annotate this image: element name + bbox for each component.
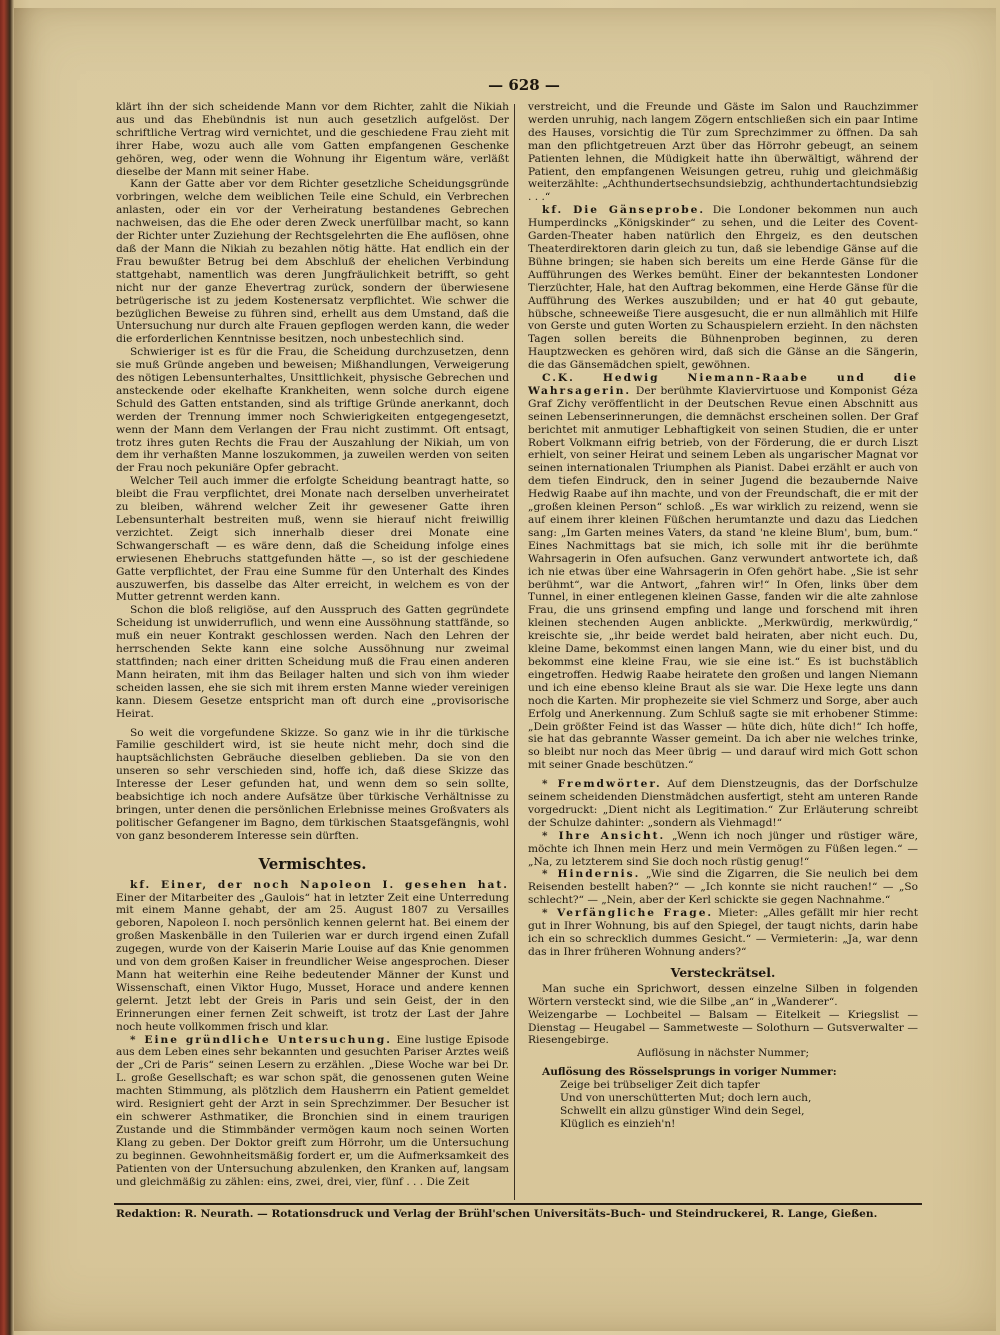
solution-line: Schwellt ein allzu günstiger Wind dein Segel, [560,1104,805,1117]
section-heading: Vermischtes. [258,854,367,873]
article-text: Der berühmte Klaviervirtuose und Komponist Géza Graf Zichy veröffentlicht in der Deutschen Revue einen Abschnitt aus seinen Lebenserinnerungen, die demnächst erscheinen sollen. Der Graf berichtet mit anmutiger Lebhaftigkeit von seinen Studien, die er unter Robert Volkmann eifrig betrieb, von der Förderung, die er durch Liszt erhielt, von seiner Heirat und seinem Leben als ungarischer Magnat vor seinen internationalen Triumphen als Pianist. Dabei erzählt er auch von dem tiefen Eindruck, den in seiner Jugend die bezaubernde Naive Hedwig Raabe auf ihn machte, und von der Freundschaft, die er mit der „großen kleinen Person“ schloß. „Es war wirklich zu reizend, wenn sie auf einem ihrer kleinen Füßchen herumtanzte und dazu das Liedchen sang: „Im Garten meines Vaters, da stand 'ne kleine Blum', bum, bum.“ Eines Nachmittags bat sie mich, ich solle mit ihr die berühmte Wahrsagerin in Ofen aufsuchen. Ganz verwundert antwortete ich, daß ich nie etwas über eine Wahrsagerin in Ofen gehört habe. „Sie ist sehr berühmt“, war die Antwort, „fahren wir!“ In Ofen, links über dem Tunnel, in einer entlegenen kleinen Gasse, fanden wir die alte zahnlose Frau, die uns grinsend empfing und lange und forschend mit ihren kleinen stechenden Augen anblickte. „Merkwürdig, merkwürdig,“ kreischte sie, „ihr beide werdet bald heiraten, aber nicht euch. Du, kleine Dame, bekommst einen langen Mann, wie du einer bist, und du bekommst eine kleine Frau, wie sie eine ist.“ Es ist buchstäblich eingetroffen. Hedwig Raabe heiratete den großen und langen Niemann und ich eine ebenso kleine Braut als sie war. Die Hexe legte uns dann noch die Karten. Mir prophezeite sie viel Schmerz und Sorge, aber auch Erfolg und Anerkennung. Zum Schluß sagte sie mit erhobener Stimme: „Dein größter Feind ist das Wasser — hüte dich, hüte dich!“ Ich hoffe, sie hat das gebrannte Wasser gemeint. Da ich aber nie welches trinke, so bleibt nur noch das Meer übrig — und darauf wird mich Gott schon mit seiner Gnade beschützen.“ [528,384,918,772]
puzzle-intro: Man suche ein Sprichwort, dessen einzelne Silben in folgenden Wörtern versteckt sind, wie die Silbe „an“ in „Wanderer“. [528,982,918,1008]
paragraph: klärt ihn der sich scheidende Mann vor dem Richter, zahlt die Nikiah aus und das Ehebündnis ist nun auch gesetzlich aufgelöst. Der schriftliche Vertrag wird vernichtet, und die geschiedene Frau zieht mit ihrer Habe, wozu auch alle vom Gatten empfangenen Geschenke gehören, weg, oder wenn die Wohnung ihr Eigentum wäre, verläßt dieselbe der Mann mit seiner Habe. [116,101,509,178]
article-text: Einer der Mitarbeiter des „Gaulois“ hat in letzter Zeit eine Unterredung mit einem Manne gehabt, der am 25. August 1807 zu Versailles geboren, Napoleon I. noch persönlich kennen gelernt hat. Bei einem der großen Maskenbälle in den Tuilerien war er durch irgend einen Zufall zugegen, wurde von der Kaiserin Marie Louise auf das Knie genommen und von dem großen Kaiser in freundlicher Weise angesprochen. Dieser Mann hat weiterhin eine Reihe bedeutender Männer der Kunst und Wissenschaft, einen Viktor Hugo, Musset, Horace und andere kennen gelernt. Jetzt lebt der Greis in Paris und sein Geist, der in den Erinnerungen einer fernen Zeit schweift, ist trotz der Last der Jahre noch heute vollkommen frisch und klar. [116,891,509,1033]
article-ansicht [528,830,918,869]
paragraph: Kann der Gatte aber vor dem Richter gesetzliche Scheidungsgründe vorbringen, welche dem weiblichen Teile eine Schuld, ein Verbrechen anlasten, oder ein vor der Verheiratung bestandenes Gebrechen nachweisen, das die Ehe oder deren Zweck unerfüllbar macht, so kann der Richter unter Zuziehung der Rechtsgelehrten die Ehe auflösen, ohne daß der Mann die Nikiah zu bezahlen nötig hätte. Hat endlich ein der Frau bewußter Betrug bei dem Abschluß der ehelichen Verbindung stattgehabt, namentlich was deren Jungfräulichkeit betrifft, so geht nicht nur der ganze Ehevertrag zurück, sondern der überwiesene betrügerische ist zu jedem Kostenersatz verpflichtet. Wie schwer die bezüglichen Beweise zu führen sind, erhellt aus dem Umstand, daß die Untersuchung nur durch alte Frauen gepflogen werden kann, die weder die erforderlichen Kenntnisse besitzen, noch unbestechlich sind. [116,178,509,346]
column-divider [514,104,515,1200]
paragraph: Schwieriger ist es für die Frau, die Scheidung durchzusetzen, denn sie muß Gründe angeben und beweisen; Mißhandlungen, Verweigerung des nötigen Lebensunterhaltes, Unsittlichkeit, physische Gebrechen und ansteckende oder ekelhafte Krankheiten, wenn solche durch eigene Schuld des Gatten entstanden, sind als triftige Gründe anerkannt, doch werden der Trennung immer noch Schwierigkeiten entgegengesetzt, wenn der Mann dem Verlangen der Frau nicht zustimmt. Oft entsagt, trotz ihres guten Rechts die Frau der Auszahlung der Nikiah, um von dem ihr verhaßten Manne loszukommen, ja zuweilen werden von seiten der Frau noch pekuniäre Opfer gebracht. [116,346,509,475]
article-frage [528,907,918,959]
article-untersuchung [116,1034,509,1189]
article-text: Mieter: „Alles gefällt mir hier recht gut in Ihrer Wohnung, bis auf den Spiegel, der taugt nichts, darin habe ich ein so schrecklich dummes Gesicht.“ — Vermieterin: „Ja, war denn das in Ihrer früheren Wohnung anders?“ [528,907,918,958]
article-lead: kf. Die Gänseprobe. [542,204,706,217]
article-lead: * Eine gründliche Untersuchung. [130,1033,392,1046]
paragraph: Welcher Teil auch immer die erfolgte Scheidung beantragt hatte, so bleibt die Frau verpflichtet, drei Monate nach derselben unverheiratet zu bleiben, während welcher Zeit ihr gewesener Gatte ihren Lebensunterhalt bestreiten muß, wenn sie hierauf nicht freiwillig verzichtet. Zeigt sich innerhalb dieser drei Monate eine Schwangerschaft — es wäre denn, daß die Scheidung infolge eines erwiesenen Ehebruchs stattgefunden hätte —, so ist der geschiedene Gatte verpflichtet, der Frau eine Summe für den Unterhalt des Kindes auszuwerfen, bis dasselbe das Alter erreicht, in welchem es von der Mutter getrennt werden kann. [116,475,509,604]
footer-rule [114,1203,922,1205]
solution-line: Klüglich es einzieh'n! [560,1117,676,1130]
puzzle-solution-note: Auflösung in nächster Nummer; [636,1047,810,1060]
article-raabe [528,372,918,772]
article-napoleon [116,879,509,1034]
puzzle-words: Weizengarbe — Lochbeitel — Balsam — Eitelkeit — Kriegslist — Dienstag — Heugabel — Sammetweste — Solothurn — Gutsverwalter — Riesengebirge. [528,1008,918,1047]
puzzle-heading: Versteckrätsel. [670,964,776,980]
right-column [528,101,918,1131]
article-gaense [528,204,918,372]
article-text: „Wie sind die Zigarren, die Sie neulich bei dem Reisenden bestellt haben?“ — „Ich konnte sie nicht rauchen!“ — „So schlecht?“ — „Nein, aber der Kerl schickte sie gegen Nachnahme.“ [528,868,918,907]
imprint-footer: Redaktion: R. Neurath. — Rotationsdruck und Verlag der Brühl'schen Universitäts-Buch- und Steindruckerei, R. Lange, Gießen. [116,1208,878,1220]
article-lead: * Fremdwörter. [542,778,662,791]
solution-heading: Auflösung des Rösselsprungs in voriger Nummer: [542,1066,837,1079]
article-lead: * Hindernis. [542,868,641,881]
article-fremdwoerter [528,778,918,830]
solution-line: Und von unerschütterten Mut; doch lern auch, [560,1092,812,1105]
article-hindernis [528,868,918,907]
left-column [116,101,509,1188]
article-lead: * Ihre Ansicht. [542,829,666,842]
article-lead: * Verfängliche Frage. [542,907,714,920]
article-text: Auf dem Dienstzeugnis, das der Dorfschulze seinem scheidenden Dienstmädchen ausfertigt, steht am unteren Rande vorgedruckt: „Dient nicht als Legitimation.“ Zur Erläuterung schreibt der Schulze dahinter: „sondern als Viehmagd!“ [528,778,918,829]
paragraph: verstreicht, und die Freunde und Gäste im Salon und Rauchzimmer werden unruhig, nach langem Zögern entschließen sich ein paar Intime des Hauses, vorsichtig die Tür zum Sprechzimmer zu öffnen. Da sah man den pflichtgetreuen Arzt über das Hörrohr gebeugt, an seinem Patienten lehnen, die Müdigkeit hatte ihn überwältigt, während der Patient, den empfangenen Weisungen getreu, ruhig und gleichmäßig weiterzählte: „Achthundertsechsundsiebzig, achthundertachtundsiebzig . . .“ [528,101,918,204]
article-text: Die Londoner bekommen nun auch Humperdincks „Königskinder“ zu sehen, und die Leiter des Covent-Garden-Theater haben natürlich den Ehrgeiz, es den deutschen Theaterdirektoren darin gleich zu tun, daß sie lebendige Gänse auf die Bühne bringen; sie haben sich bereits um eine Herde Gänse für die Aufführungen des Werkes bemüht. Einer der bekanntesten Londoner Tierzüchter, Hale, hat den Auftrag bekommen, eine Herde Gänse für die Aufführung des Werkes auszubilden; und er hat 40 gut gebaute, hübsche, schneeweiße Tiere ausgesucht, die er nun allmählich mit Hilfe von Gerste und guten Worten zu Schauspielern erzieht. In den nächsten Tagen sollen bereits die Bühnenproben beginnen, zu deren Hauptzwecken es gehören wird, daß sich die Gänse an die Sängerin, die das Gänsemädchen spielt, gewöhnen. [528,204,918,372]
article-text: Eine lustige Episode aus dem Leben eines sehr bekannten und gesuchten Pariser Arztes weiß der „Cri de Paris“ seinen Lesern zu erzählen. „Diese Woche war bei Dr. L. große Gesellschaft; es war schon spät, die genossenen guten Weine machten Stimmung, als plötzlich dem Hausherrn ein Patient gemeldet wird. Resigniert geht der Arzt in sein Sprechzimmer. Der Besucher ist ein schwerer Asthmatiker, die Bronchien sind in einem traurigen Zustande und die Stimmbänder vermögen kaum noch seinen Worten Klang zu geben. Der Doktor greift zum Hörrohr, um die Untersuchung zu beginnen. Gewohnheitsmäßig fordert er, um die Aufmerksamkeit des Patienten von der Untersuchung abzulenken, den Kranken auf, langsam und gleichmäßig zu zählen: eins, zwei, drei, vier, fünf . . . Die Zeit [116,1033,510,1188]
solution-line: Zeige bei trübseliger Zeit dich tapfer [560,1079,760,1092]
page-number: — 628 — [488,76,560,94]
article-lead: C.K. Hedwig Niemann-Raabe und die Wahrsagerin. [528,372,918,397]
article-text: „Wenn ich noch jünger und rüstiger wäre, möchte ich Ihnen mein Herz und mein Vermögen zu Füßen legen.“ — „Na, zu letzterem sind Sie doch noch rüstig genug!“ [528,829,919,868]
paragraph: So weit die vorgefundene Skizze. So ganz wie in ihr die türkische Familie geschildert wird, ist sie heute nicht mehr, doch sind die hauptsächlichsten Gebräuche dieselben geblieben. Da sie von den unseren so sehr verschieden sind, hoffe ich, daß diese Skizze das Interesse der Leser gefunden hat, und wenn dem so sein sollte, beabsichtige ich noch andere Aufsätze über türkische Verhältnisse zu bringen, unter denen die persönlichen Erlebnisse meines Großvaters als politischer Gefangener im Bagno, dem türkischen Staatsgefängnis, wohl von ganz besonderem Interesse sein dürften. [116,726,509,842]
paragraph: Schon die bloß religiöse, auf den Ausspruch des Gatten gegründete Scheidung ist unwiderruflich, und wenn eine Aussöhnung stattfände, so muß ein neuer Kontrakt geschlossen werden. Nach den Lehren der herrschenden Sekte kann eine solche Aussöhnung nur zweimal stattfinden; nach einer dritten Scheidung muß die Frau einen anderen Mann heiraten, mit ihm das Beilager halten und sich von ihm wieder scheiden lassen, ehe sie sich mit ihrem ersten Manne wieder vereinigen kann. Diesem Gesetze entspricht man oft durch eine „provisorische Heirat. [116,604,509,720]
article-lead: kf. Einer, der noch Napoleon I. gesehen hat. [130,878,509,891]
